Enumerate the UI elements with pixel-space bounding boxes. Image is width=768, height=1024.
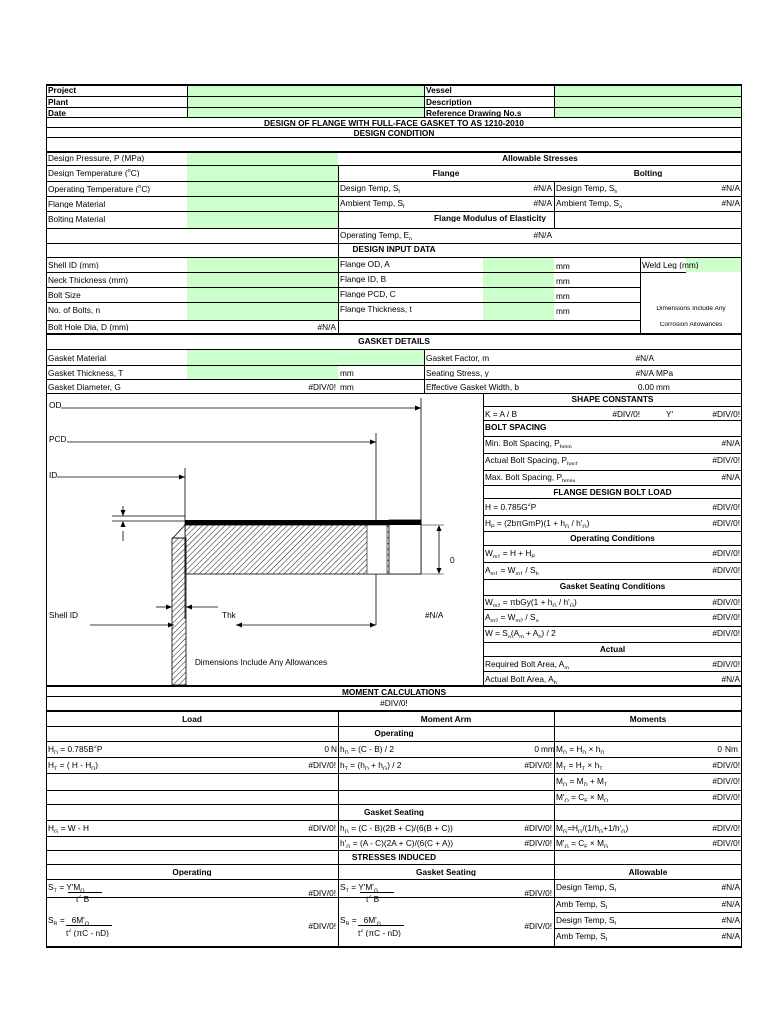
mg-formula: $M_G=H_G/(1/h_G+1/h'_G)$ — [556, 824, 629, 833]
actual-bolt-area-value: #N/A — [721, 675, 740, 684]
gasket-diameter-value: #DIV/0! — [308, 383, 336, 392]
vessel-input[interactable] — [554, 84, 742, 117]
hg-arm-value: #DIV/0! — [524, 824, 552, 833]
required-bolt-area-label: Required Bolt Area, $A_m$ — [485, 660, 569, 669]
eff-width-label: Effective Gasket Width, b — [426, 383, 519, 392]
w-value: #DIV/0! — [712, 629, 740, 638]
input-data-left-input[interactable] — [187, 258, 338, 320]
mg-value: #DIV/0! — [712, 824, 740, 833]
shell-id-sketch-label: Shell ID — [49, 611, 79, 620]
mo-value: #DIV/0! — [712, 777, 740, 786]
gasket-thickness-unit: mm — [340, 369, 354, 378]
w-formula: $W = S_a(A_m + A_b) / 2$ — [485, 629, 556, 638]
hp-formula: $H_P = (2b\pi GmP)(1 + h_G / h'_G)$ — [485, 519, 590, 528]
flange-ambient-temp-label: Ambient Temp, $S_f$ — [340, 199, 405, 208]
operating-temperature-label: Operating Temperature ($^o$C) — [48, 185, 151, 194]
id-dimension-line — [49, 468, 185, 619]
input-data-title: DESIGN INPUT DATA — [352, 245, 436, 254]
flange-pcd-label: Flange PCD, C — [340, 290, 396, 299]
bolt-spacing-title: BOLT SPACING — [485, 423, 547, 432]
bolt-design-temp-value: #N/A — [721, 184, 740, 193]
sr-amb-temp-value: #N/A — [721, 932, 740, 941]
stress-seating-heading: Gasket Seating — [416, 868, 476, 877]
seating-stress-unit: MPa — [656, 369, 674, 378]
od-label: OD — [49, 401, 62, 410]
hd-arm-unit: mm — [541, 745, 555, 754]
st-seat-denominator: $t^2$ B — [366, 895, 380, 904]
bolt-load-title: FLANGE DESIGN BOLT LOAD — [553, 488, 672, 497]
mt-formula: $M_T = H_T \times h_T$ — [556, 761, 603, 770]
flange-design-temp-label: Design Temp, $S_f$ — [340, 184, 400, 193]
seating-stress-value: #N/A — [635, 369, 654, 378]
st-op-formula: $S_T = Y'M_O$ — [48, 883, 85, 892]
h-value: #DIV/0! — [712, 503, 740, 512]
mo-prime-formula: $M'_O = C_F \times M_O$ — [556, 793, 609, 802]
modulus-heading: Flange Modulus of Elasticity — [433, 214, 547, 223]
max-bolt-spacing-label: Max. Bolt Spacing, $P_{bmax}$ — [485, 473, 576, 482]
hg-prime-formula: $h'_G = (A - C)(2A + C)/(6(C + A))$ — [340, 839, 454, 848]
yprime-label: Y' — [666, 410, 674, 419]
moment-calculations-value: #DIV/0! — [380, 699, 408, 708]
bolting-heading: Bolting — [633, 169, 663, 178]
design-pressure-label: Design Pressure, P (MPa) — [48, 154, 145, 163]
mg-prime-value: #DIV/0! — [712, 839, 740, 848]
hg-arm-formula: $h_G = (C - B)(2B + C)/(6(B + C))$ — [340, 824, 453, 833]
shell-id-label: Shell ID (mm) — [48, 261, 99, 270]
sketch-note: Dimensions Include Any Allowances — [194, 658, 328, 667]
max-bolt-spacing-value: #N/A — [721, 473, 740, 482]
hg-value: #DIV/0! — [308, 824, 336, 833]
modulus-op-temp-label: Operating Temp, $E_o$ — [340, 231, 413, 240]
ht-value: #DIV/0! — [308, 761, 336, 770]
wm1-value: #DIV/0! — [712, 549, 740, 558]
no-of-bolts-label: No. of Bolts, n — [48, 306, 101, 315]
ht-formula: $H_T$ = ( H - $H_D$) — [48, 761, 99, 770]
flange-design-sheet — [46, 84, 742, 948]
hd-arm-formula: $h_D = (C - B) / 2$ — [340, 745, 395, 754]
seating-conditions-title: Gasket Seating Conditions — [559, 582, 666, 591]
bolt-hole-value: #N/A — [317, 323, 336, 332]
st-design-temp-label: Design Temp, $S_f$ — [556, 883, 616, 892]
moment-arm-heading: Moment Arm — [420, 715, 472, 724]
design-condition-title: DESIGN CONDITION — [353, 129, 435, 138]
flange-ambient-temp-value: #N/A — [533, 199, 552, 208]
flange-material-label: Flange Material — [48, 200, 106, 209]
flange-thickness-unit: mm — [556, 307, 570, 316]
sr-amb-temp-label: Amb Temp, $S_f$ — [556, 932, 608, 941]
flange-thickness-label: Flange Thickness, t — [340, 305, 412, 314]
hp-value: #DIV/0! — [712, 519, 740, 528]
eff-width-value: 0.00 — [637, 383, 654, 392]
sr-seat-formula: $S_R = 6M'_G$ — [340, 916, 381, 925]
min-bolt-spacing-label: Min. Bolt Spacing, $P_{bmin}$ — [485, 439, 572, 448]
flange-od-label: Flange OD, A — [340, 260, 390, 269]
actual-title: Actual — [599, 645, 626, 654]
bolting-material-label: Bolting Material — [48, 215, 106, 224]
plant-label: Plant — [48, 98, 69, 107]
hg-prime-value: #DIV/0! — [524, 839, 552, 848]
md-unit: Nm — [725, 745, 738, 754]
flange-pcd-unit: mm — [556, 292, 570, 301]
shape-constants-title: SHAPE CONSTANTS — [571, 395, 654, 404]
sr-seat-denominator: $t^2$ (πC - nD) — [358, 929, 401, 938]
thk-label: Thk — [222, 611, 236, 620]
md-value: 0 — [717, 745, 722, 754]
mg-prime-formula: $M'_G = C_F \times M_G$ — [556, 839, 609, 848]
gasket-material-label: Gasket Material — [48, 354, 107, 363]
flange-thickness-sketch-label: 0 — [450, 556, 455, 565]
gasket-thickness-dim — [112, 506, 185, 541]
moments-heading: Moments — [629, 715, 667, 724]
moment-calculations-title: MOMENT CALCULATIONS — [341, 688, 446, 697]
allowable-stresses-heading: Allowable Stresses — [502, 154, 578, 163]
sr-design-temp-value: #N/A — [721, 916, 740, 925]
operating-conditions-title: Operating Conditions — [570, 534, 655, 543]
wm1-formula: $W_{m1} = H + H_P$ — [485, 549, 536, 558]
wm2-value: #DIV/0! — [712, 598, 740, 607]
flange-sketch — [46, 393, 483, 685]
k-label: K = A / B — [485, 410, 518, 419]
gasket-factor-label: Gasket Factor, m — [426, 354, 490, 363]
actual-bolt-spacing-label: Actual Bolt Spacing, $P_{bact}$ — [485, 456, 578, 465]
id-label: ID — [49, 471, 58, 480]
project-label: Project — [48, 86, 77, 95]
design-temperature-label: Design Temperature ($^o$C) — [48, 169, 140, 178]
design-condition-input[interactable] — [187, 152, 338, 228]
am2-value: #DIV/0! — [712, 613, 740, 622]
ht-arm-value: #DIV/0! — [524, 761, 552, 770]
sr-op-formula: $S_R = 6M'_O$ — [48, 916, 89, 925]
actual-bolt-spacing-value: #DIV/0! — [712, 456, 740, 465]
hd-arm-value: 0 — [534, 745, 539, 754]
flange-heading: Flange — [432, 169, 460, 178]
min-bolt-spacing-value: #N/A — [721, 439, 740, 448]
flange-id-unit: mm — [556, 277, 570, 286]
drawing-label: Reference Drawing No.s — [426, 109, 522, 118]
gasket-diameter-unit: mm — [340, 383, 354, 392]
neck-thickness-label: Neck Thickness (mm) — [48, 276, 129, 285]
load-heading: Load — [182, 715, 202, 724]
project-input[interactable] — [187, 84, 424, 117]
input-data-right-input[interactable] — [483, 258, 554, 320]
stresses-title: STRESSES INDUCED — [351, 853, 437, 862]
modulus-op-temp-value: #N/A — [533, 231, 552, 240]
bolt-ambient-temp-value: #N/A — [721, 199, 740, 208]
weld-leg-label: Weld Leg (mm) — [642, 261, 699, 270]
gasket-diameter-label: Gasket Diameter, G — [48, 383, 121, 392]
mo-formula: $M_O = M_D + M_T$ — [556, 777, 608, 786]
operating-moments-heading: Operating — [374, 729, 414, 738]
bolt-design-temp-label: Design Temp, $S_b$ — [556, 184, 618, 193]
actual-bolt-area-label: Actual Bolt Area, $A_b$ — [485, 675, 557, 684]
st-op-value: #DIV/0! — [308, 889, 336, 898]
gasket-thickness-label: Gasket Thickness, T — [48, 369, 124, 378]
hd-formula: $H_D = 0.785B^2P$ — [48, 745, 103, 754]
sr-design-temp-label: Design Temp, $S_f$ — [556, 916, 616, 925]
flange-od-unit: mm — [556, 262, 570, 271]
gasket-factor-value: #N/A — [635, 354, 654, 363]
k-value: #DIV/0! — [612, 410, 640, 419]
flange-design-temp-value: #N/A — [533, 184, 552, 193]
thk-dim — [156, 605, 218, 610]
dims-note-line1: Dimensions Include Any — [656, 306, 726, 312]
date-label: Date — [48, 109, 66, 118]
st-seat-formula: $S_T = Y'M'_G$ — [340, 883, 379, 892]
md-formula: $M_D = H_D \times h_D$ — [556, 745, 605, 754]
dims-note-line2: Corrosion Allowances — [659, 322, 723, 328]
st-amb-temp-label: Amb Temp, $S_f$ — [556, 900, 608, 909]
mt-value: #DIV/0! — [712, 761, 740, 770]
shell-id-dim — [90, 623, 174, 628]
ht-arm-formula: $h_T = (h_D + h_G) / 2$ — [340, 761, 402, 770]
bolt-ambient-temp-label: Ambient Temp, $S_a$ — [556, 199, 623, 208]
am1-formula: $A_{m1} = W_{m1} / S_b$ — [485, 566, 539, 575]
hd-unit: N — [331, 745, 337, 754]
yprime-value: #DIV/0! — [712, 410, 740, 419]
am1-value: #DIV/0! — [712, 566, 740, 575]
weld-leg-dim — [236, 623, 376, 628]
vessel-label: Vessel — [426, 86, 452, 95]
sr-op-denominator: $t^2$ (πC - nD) — [66, 929, 109, 938]
bolt-size-label: Bolt Size — [48, 291, 81, 300]
gasket-seating-moments-heading: Gasket Seating — [364, 808, 424, 817]
gasket-thickness-input[interactable] — [187, 365, 338, 379]
st-design-temp-value: #N/A — [721, 883, 740, 892]
stress-operating-heading: Operating — [172, 868, 212, 877]
eff-width-unit: mm — [656, 383, 670, 392]
hg-formula: $H_G = W - H$ — [48, 824, 89, 833]
bolt-hole-label: Bolt Hole Dia, D (mm) — [48, 323, 129, 332]
flange-thickness-dim — [421, 525, 444, 574]
seating-stress-label: Seating Stress, y — [426, 369, 489, 378]
h-formula: $H = 0.785G^2P$ — [485, 503, 537, 512]
hd-value: 0 — [324, 745, 329, 754]
st-seat-value: #DIV/0! — [524, 889, 552, 898]
gasket-material-input[interactable] — [187, 349, 424, 365]
st-amb-temp-value: #N/A — [721, 900, 740, 909]
description-label: Description — [426, 98, 472, 107]
sr-seat-value: #DIV/0! — [524, 922, 552, 931]
sheet-title: DESIGN OF FLANGE WITH FULL-FACE GASKET TO AS 1210-2010 — [263, 119, 524, 128]
am2-formula: $A_{m2} = W_{m2} / S_a$ — [485, 613, 539, 622]
sr-op-value: #DIV/0! — [308, 922, 336, 931]
st-op-denominator: $t^2$ B — [76, 895, 90, 904]
weld-leg-sketch-value: #N/A — [425, 611, 444, 620]
required-bolt-area-value: #DIV/0! — [712, 660, 740, 669]
gasket-details-title: GASKET DETAILS — [358, 337, 430, 346]
flange-id-label: Flange ID, B — [340, 275, 387, 284]
mo-prime-value: #DIV/0! — [712, 793, 740, 802]
wm2-formula: $W_{m2} = \pi bGy(1 + h_G / h'_G)$ — [485, 598, 577, 607]
pcd-label: PCD — [49, 435, 67, 444]
stress-allowable-heading: Allowable — [628, 868, 668, 877]
